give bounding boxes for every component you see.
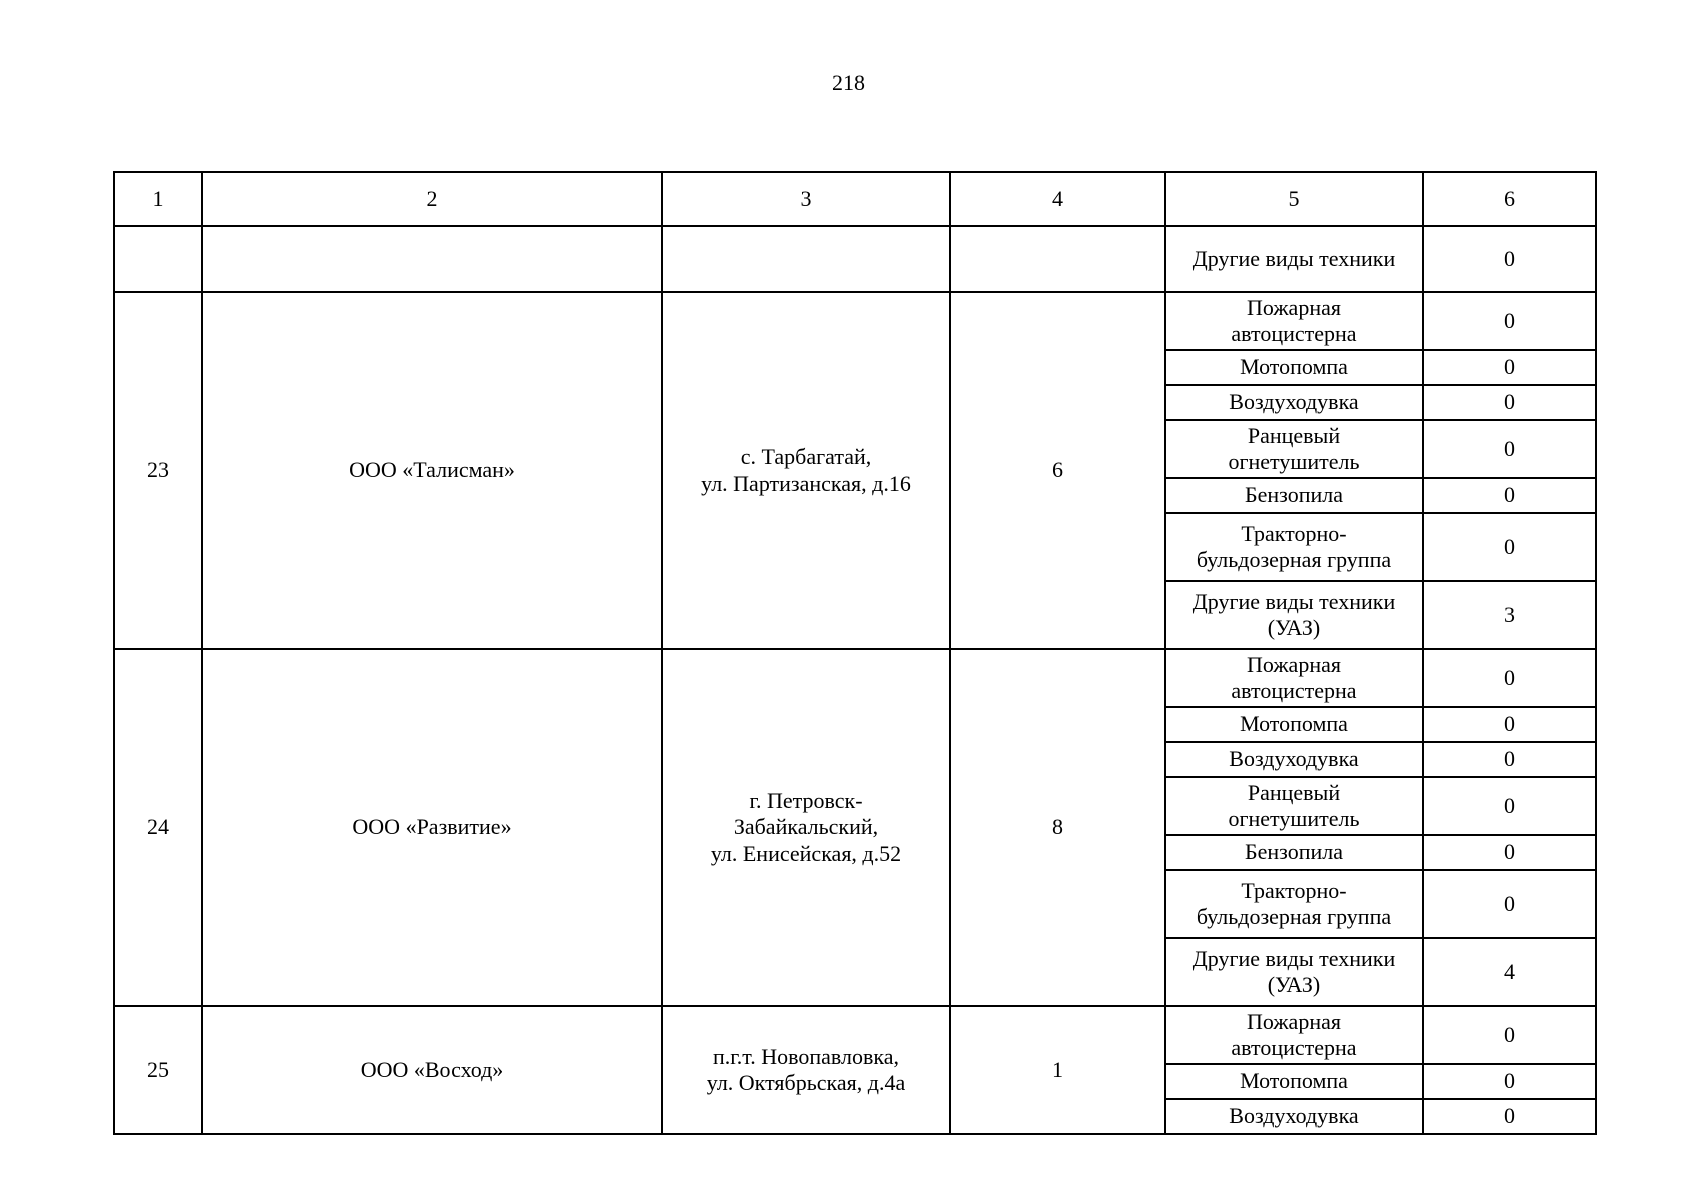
equipment-count: 0 (1423, 513, 1596, 581)
equipment-name: Тракторно- бульдозерная группа (1165, 513, 1423, 581)
equipment-count: 0 (1423, 1064, 1596, 1099)
equipment-count: 0 (1423, 742, 1596, 777)
equipment-name: Воздуходувка (1165, 385, 1423, 420)
equipment-count: 0 (1423, 777, 1596, 835)
equipment-name: Мотопомпа (1165, 707, 1423, 742)
equipment-count: 0 (1423, 649, 1596, 707)
equipment-name: Воздуходувка (1165, 742, 1423, 777)
organization-name: ООО «Талисман» (202, 292, 662, 649)
personnel-count: 6 (950, 292, 1165, 649)
equipment-name: Бензопила (1165, 478, 1423, 513)
entry-number: 25 (114, 1006, 202, 1134)
equipment-name: Тракторно- бульдозерная группа (1165, 870, 1423, 938)
equipment-name: Мотопомпа (1165, 350, 1423, 385)
equipment-table (113, 171, 1597, 1135)
equipment-count: 0 (1423, 292, 1596, 350)
continuation-row (114, 226, 1596, 292)
equipment-count: 0 (1423, 1006, 1596, 1064)
equipment-count: 0 (1423, 420, 1596, 478)
empty-cell (950, 226, 1165, 292)
organization-address: г. Петровск- Забайкальский, ул. Енисейская, д.52 (662, 649, 950, 1006)
empty-cell (202, 226, 662, 292)
equipment-name: Бензопила (1165, 835, 1423, 870)
equipment-name: Другие виды техники (1165, 226, 1423, 292)
equipment-count: 0 (1423, 870, 1596, 938)
header-cell-5: 5 (1165, 172, 1423, 226)
header-cell-3: 3 (662, 172, 950, 226)
equipment-count: 0 (1423, 350, 1596, 385)
table-row (114, 292, 1596, 350)
equipment-count: 0 (1423, 385, 1596, 420)
organization-name: ООО «Восход» (202, 1006, 662, 1134)
table-row (114, 649, 1596, 707)
equipment-count: 0 (1423, 1099, 1596, 1134)
equipment-count: 4 (1423, 938, 1596, 1006)
equipment-count: 3 (1423, 581, 1596, 649)
organization-address: с. Тарбагатай, ул. Партизанская, д.16 (662, 292, 950, 649)
equipment-name: Пожарная автоцистерна (1165, 649, 1423, 707)
header-row (114, 172, 1596, 226)
equipment-name: Ранцевый огнетушитель (1165, 777, 1423, 835)
equipment-name: Другие виды техники (УАЗ) (1165, 581, 1423, 649)
personnel-count: 8 (950, 649, 1165, 1006)
equipment-count: 0 (1423, 707, 1596, 742)
header-cell-2: 2 (202, 172, 662, 226)
equipment-count: 0 (1423, 835, 1596, 870)
equipment-count: 0 (1423, 226, 1596, 292)
header-cell-6: 6 (1423, 172, 1596, 226)
header-cell-1: 1 (114, 172, 202, 226)
equipment-name: Другие виды техники (УАЗ) (1165, 938, 1423, 1006)
equipment-name: Воздуходувка (1165, 1099, 1423, 1134)
organization-address: п.г.т. Новопавловка, ул. Октябрьская, д.4а (662, 1006, 950, 1134)
organization-name: ООО «Развитие» (202, 649, 662, 1006)
empty-cell (114, 226, 202, 292)
equipment-name: Мотопомпа (1165, 1064, 1423, 1099)
entry-number: 23 (114, 292, 202, 649)
entry-number: 24 (114, 649, 202, 1006)
equipment-name: Пожарная автоцистерна (1165, 292, 1423, 350)
equipment-name: Пожарная автоцистерна (1165, 1006, 1423, 1064)
header-cell-4: 4 (950, 172, 1165, 226)
table-row (114, 1006, 1596, 1064)
personnel-count: 1 (950, 1006, 1165, 1134)
table-body (114, 226, 1596, 1134)
equipment-name: Ранцевый огнетушитель (1165, 420, 1423, 478)
page-number: 218 (832, 70, 865, 95)
empty-cell (662, 226, 950, 292)
equipment-count: 0 (1423, 478, 1596, 513)
